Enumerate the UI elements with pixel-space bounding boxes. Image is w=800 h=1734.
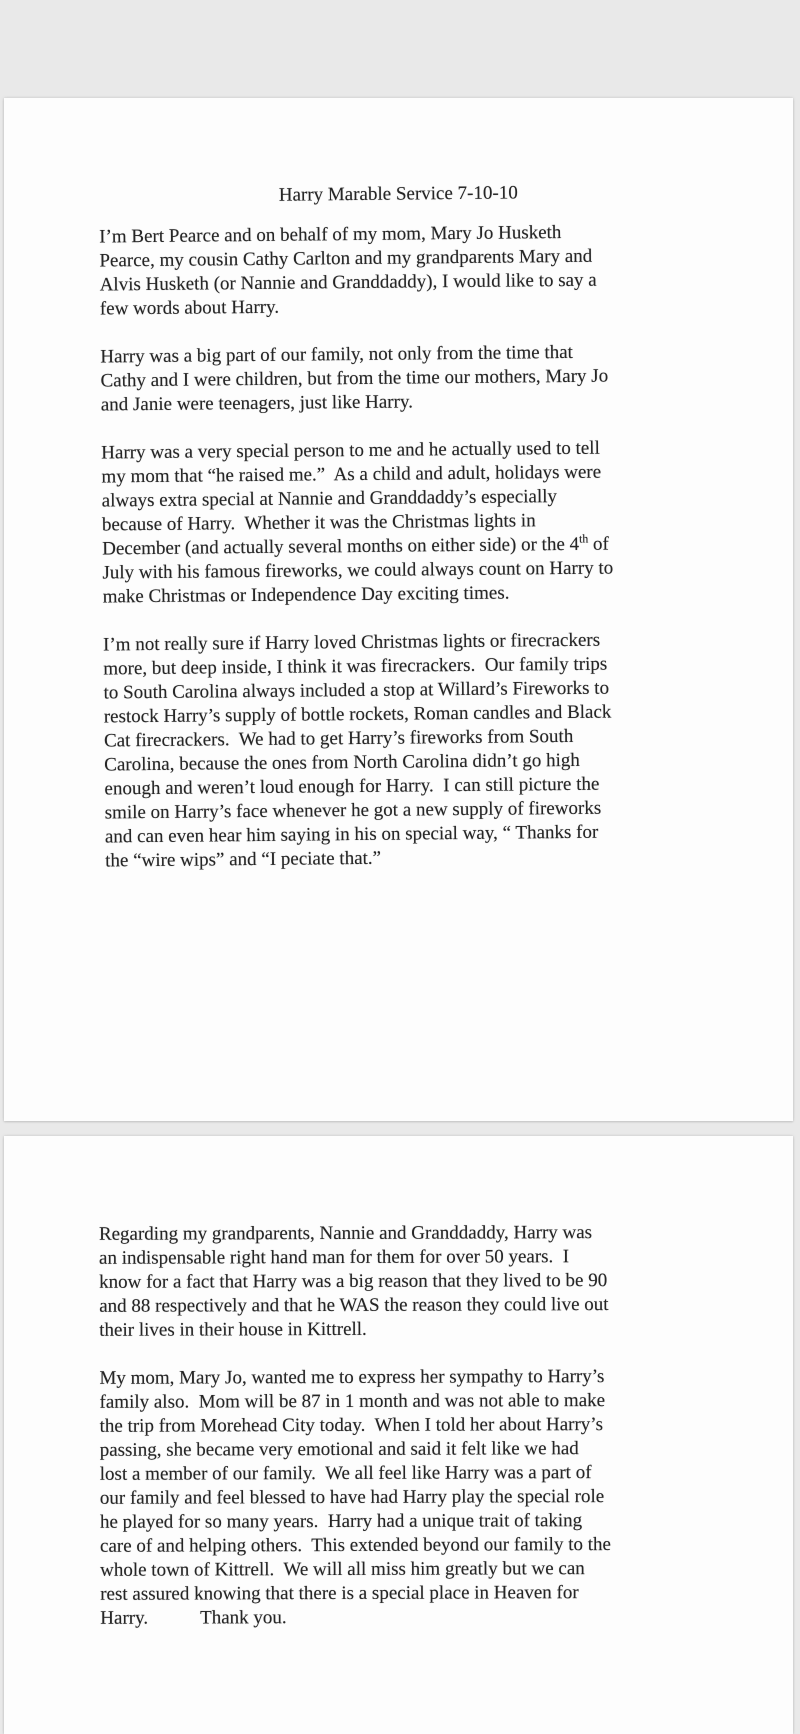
text-line: smile on Harry’s face whenever he got a new supply of fireworks	[104, 797, 602, 824]
text-line: my mom that “he raised me.” As a child and adult, holidays were	[101, 461, 602, 488]
text-line: Pearce, my cousin Cathy Carlton and my grandparents Mary and	[99, 245, 593, 272]
text-line: enough and weren’t loud enough for Harry. I can still picture the	[104, 773, 600, 800]
text-line: their lives in their house in Kittrell.	[99, 1318, 367, 1341]
text-line: an indispensable right hand man for them for over 50 years. I	[98, 1246, 570, 1269]
text-line: rest assured knowing that there is a special place in Heaven for	[100, 1582, 579, 1605]
text-line: always extra special at Nannie and Granddaddy’s especially	[101, 486, 558, 512]
text-line: to South Carolina always included a stop at Willard’s Fireworks to	[103, 677, 610, 704]
text-line: know for a fact that Harry was a big reason that they lived to be 90	[99, 1270, 608, 1293]
document-title: Harry Marable Service 7-10-10	[278, 182, 518, 206]
text-line: family also. Mom will be 87 in 1 month and was not able to make	[99, 1390, 606, 1413]
text-line: whole town of Kittrell. We will all miss him greatly but we can	[100, 1558, 585, 1581]
text-line: Cathy and I were children, but from the time our mothers, Mary Jo	[100, 365, 609, 392]
text-line: the trip from Morehead City today. When I told her about Harry’s	[99, 1414, 604, 1437]
text-line: and Janie were teenagers, just like Harry.	[100, 391, 414, 416]
document-page-1	[4, 98, 793, 1121]
text-line: because of Harry. Whether it was the Christmas lights in	[101, 510, 536, 536]
text-line: July with his famous fireworks, we could always count on Harry to	[102, 557, 614, 584]
text-line: the “wire wips” and “I peciate that.”	[105, 847, 382, 872]
text-line: December (and actually several months on either side) or the 4th of	[102, 532, 609, 560]
text-line: Harry was a very special person to me and he actually used to tell	[101, 437, 600, 464]
paragraph	[99, 1365, 699, 1631]
paragraph	[99, 1221, 698, 1343]
text-line: our family and feel blessed to have had Harry play the special role	[99, 1486, 605, 1509]
text-line: passing, she became very emotional and said it felt like we had	[99, 1438, 579, 1461]
text-line: I’m Bert Pearce and on behalf of my mom, Mary Jo Husketh	[99, 222, 562, 248]
text-line: Harry was a big part of our family, not only from the time that	[100, 341, 574, 368]
text-line: he played for so many years. Harry had a unique trait of taking	[99, 1510, 583, 1533]
text-line: more, but deep inside, I think it was firecrackers. Our family trips	[103, 653, 608, 680]
paragraph	[100, 340, 700, 418]
text-line: few words about Harry.	[99, 296, 280, 320]
paragraph	[101, 436, 702, 610]
text-line: Alvis Husketh (or Nannie and Granddaddy), I would like to say a	[99, 269, 597, 296]
text-line: make Christmas or Independence Day exciting times.	[102, 582, 510, 608]
text-line: Harry. Thank you.	[100, 1607, 287, 1629]
text-line: I’m not really sure if Harry loved Christmas lights or firecrackers	[103, 629, 601, 656]
text-line: Carolina, because the ones from North Carolina didn’t go high	[104, 749, 580, 776]
document-page-2	[4, 1136, 793, 1734]
text-line: Cat firecrackers. We had to get Harry’s fireworks from South	[103, 725, 574, 752]
text-line: lost a member of our family. We all feel like Harry was a part of	[99, 1462, 592, 1485]
text-line: care of and helping others. This extended beyond our family to the	[99, 1534, 611, 1557]
superscript: th	[578, 532, 589, 546]
text-line: and 88 respectively and that he WAS the reason they could live out	[99, 1294, 609, 1317]
text-line: Regarding my grandparents, Nannie and Granddaddy, Harry was	[98, 1222, 593, 1245]
paragraph	[99, 220, 699, 322]
text-line: restock Harry’s supply of bottle rockets, Roman candles and Black	[103, 701, 612, 728]
text-line: My mom, Mary Jo, wanted me to express her sympathy to Harry’s	[99, 1366, 605, 1389]
page-1-text	[3, 91, 799, 875]
text-line: and can even hear him saying in his on special way, “ Thanks for	[104, 821, 599, 848]
page-2-text	[4, 1133, 795, 1631]
paragraph	[103, 628, 704, 874]
